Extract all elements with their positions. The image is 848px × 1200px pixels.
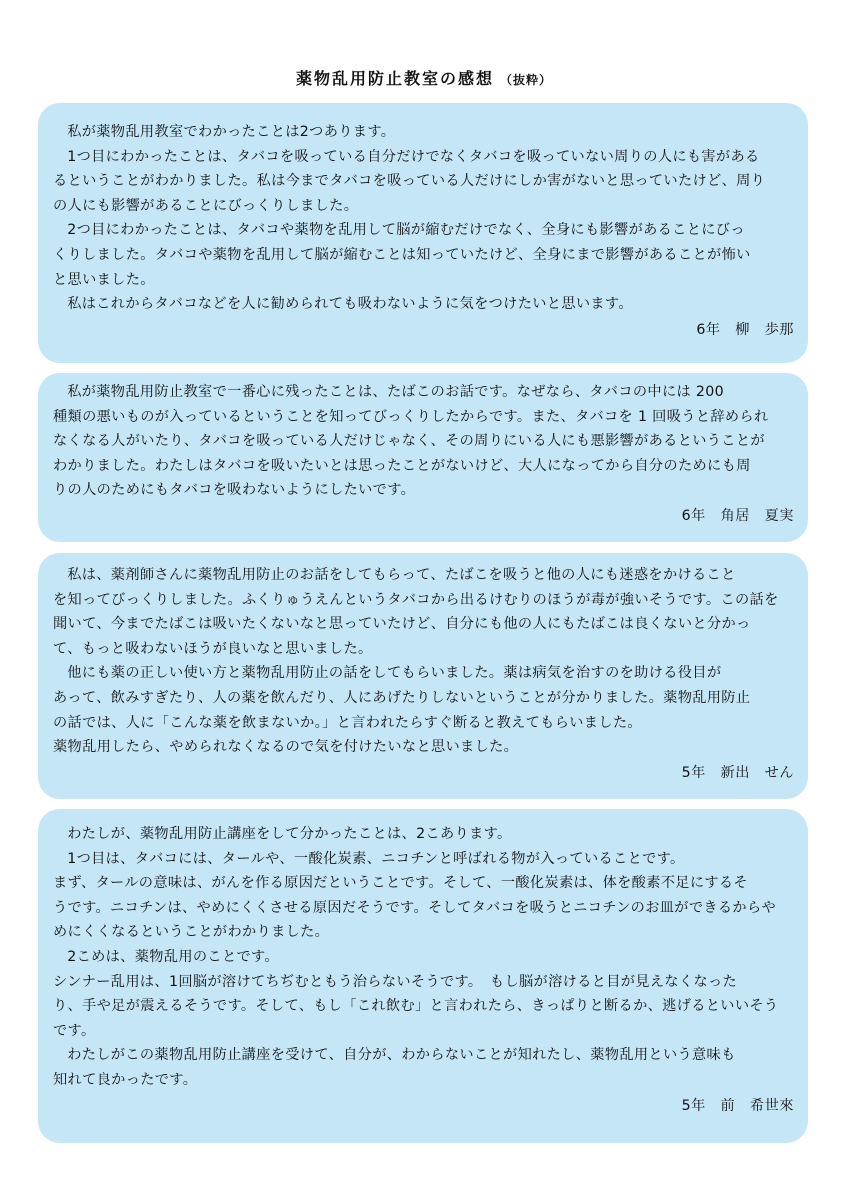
essay-line: あって、飲みすぎたり、人の薬を飲んだり、人にあげたりしないということが分かりました。薬物乱用防止: [53, 689, 751, 706]
essay-line: の人にも影響があることにびっくりしました。: [53, 197, 359, 214]
essay-line: 私が薬物乱用防止教室で一番心に残ったことは、たばこのお話です。なぜなら、タバコの中には 200: [67, 384, 725, 400]
essay-line: わたしがこの薬物乱用防止講座を受けて、自分が、わからないことが知れたし、薬物乱用という意味も: [67, 1047, 736, 1064]
essay-line: わかりました。わたしはタバコを吸いたいとは思ったことがないけど、大人になってから自分のためにも周: [53, 457, 751, 474]
essay-line: を知ってびっくりしました。ふくりゅうえんというタバコから出るけむりのほうが毒が強いそうです。この話を: [53, 591, 779, 608]
essay-line: 私は、薬剤師さんに薬物乱用防止のお話をしてもらって、たばこを吸うと他の人にも迷惑をかけること: [67, 567, 736, 583]
essay-line: うです。ニコチンは、やめにくくさせる原因だそうです。そしてタバコを吸うとニコチンのお皿ができるからや: [53, 899, 777, 916]
essay-card-2: [38, 373, 808, 542]
essay-line: 他にも薬の正しい使い方と薬物乱用防止の話をしてもらいました。薬は病気を治すのを助ける役目が: [67, 665, 722, 682]
essay-line: シンナー乱用は、1回脳が溶けてちぢむともう治らないそうです。 もし脳が溶けると目が見えなくなった: [53, 973, 738, 990]
essay-card-4: [38, 809, 808, 1143]
essay-line: て、もっと吸わないほうが良いなと思いました。: [53, 640, 373, 657]
essay-line: り、手や足が震えるそうです。そして、もし「これ飲む」と言われたら、きっぱりと断るか、逃げるといいそう: [53, 998, 779, 1015]
essay-card-3: [38, 553, 808, 799]
essay-line: 種類の悪いものが入っているということを知ってびっくりしたからです。また、タバコを 1 回吸うと辞められ: [53, 408, 769, 425]
essay-line: 私が薬物乱用教室でわかったことは2つあります。: [67, 124, 396, 140]
essay-line: 薬物乱用したら、やめられなくなるので気を付けたいなと思いました。: [53, 739, 519, 756]
essay-line: わたしが、薬物乱用防止講座をして分かったことは、2こあります。: [67, 826, 512, 842]
essay-author: 5年 前 希世來: [681, 1097, 794, 1114]
essay-line: まず、タールの意味は、がんを作る原因だということです。そして、一酸化炭素は、体を酸素不足にするそ: [53, 875, 748, 892]
essay-line: りの人のためにもタバコを吸わないようにしたいです。: [53, 482, 416, 499]
essay-line: 知れて良かったです。: [53, 1071, 198, 1088]
essay-author: 6年 柳 歩那: [696, 321, 794, 338]
essay-line: なくなる人がいたり、タバコを吸っている人だけじゃなく、その周りにいる人にも悪影響があるということが: [53, 433, 765, 450]
essay-author: 5年 新出 せん: [681, 764, 794, 781]
essay-line: 聞いて、今までたばこは吸いたくないなと思っていたけど、自分にも他の人にもたばこは良くないと分かっ: [53, 616, 751, 633]
essay-line: くりしました。タバコや薬物を乱用して脳が縮むことは知っていたけど、全身にまで影響があることが怖い: [53, 246, 751, 263]
essay-card-1: [38, 103, 808, 363]
essay-line: の話では、人に「こんな薬を飲まないか。」と言われたらすぐ断ると教えてもらいました。: [53, 714, 642, 731]
essay-line: です。: [53, 1022, 96, 1039]
essay-line: 1つ目にわかったことは、タバコを吸っている自分だけでなくタバコを吸っていない周りの人にも害がある: [67, 148, 760, 165]
essay-line: 私はこれからタバコなどを人に勧められても吸わないように気をつけたいと思います。: [67, 296, 633, 313]
essay-line: るということがわかりました。私は今までタバコを吸っている人だけにしか害がないと思っていたけど、周り: [53, 173, 766, 190]
essay-line: めにくくなるということがわかりました。: [53, 924, 330, 941]
essay-line: 1つ目は、タバコには、タールや、一酸化炭素、ニコチンと呼ばれる物が入っていることです。: [67, 850, 685, 867]
essay-line: 2つ目にわかったことは、タバコや薬物を乱用して脳が縮むだけでなく、全身にも影響があることにびっ: [67, 222, 745, 239]
page-title: [0, 66, 848, 89]
essay-author: 6年 角居 夏実: [681, 507, 794, 524]
essay-line: 2こめは、薬物乱用のことです。: [67, 948, 279, 965]
page-title-main: 薬物乱用防止教室の感想: [295, 69, 494, 88]
page-title-sub: （抜粋）: [500, 73, 553, 87]
essay-line: と思いました。: [53, 271, 155, 288]
